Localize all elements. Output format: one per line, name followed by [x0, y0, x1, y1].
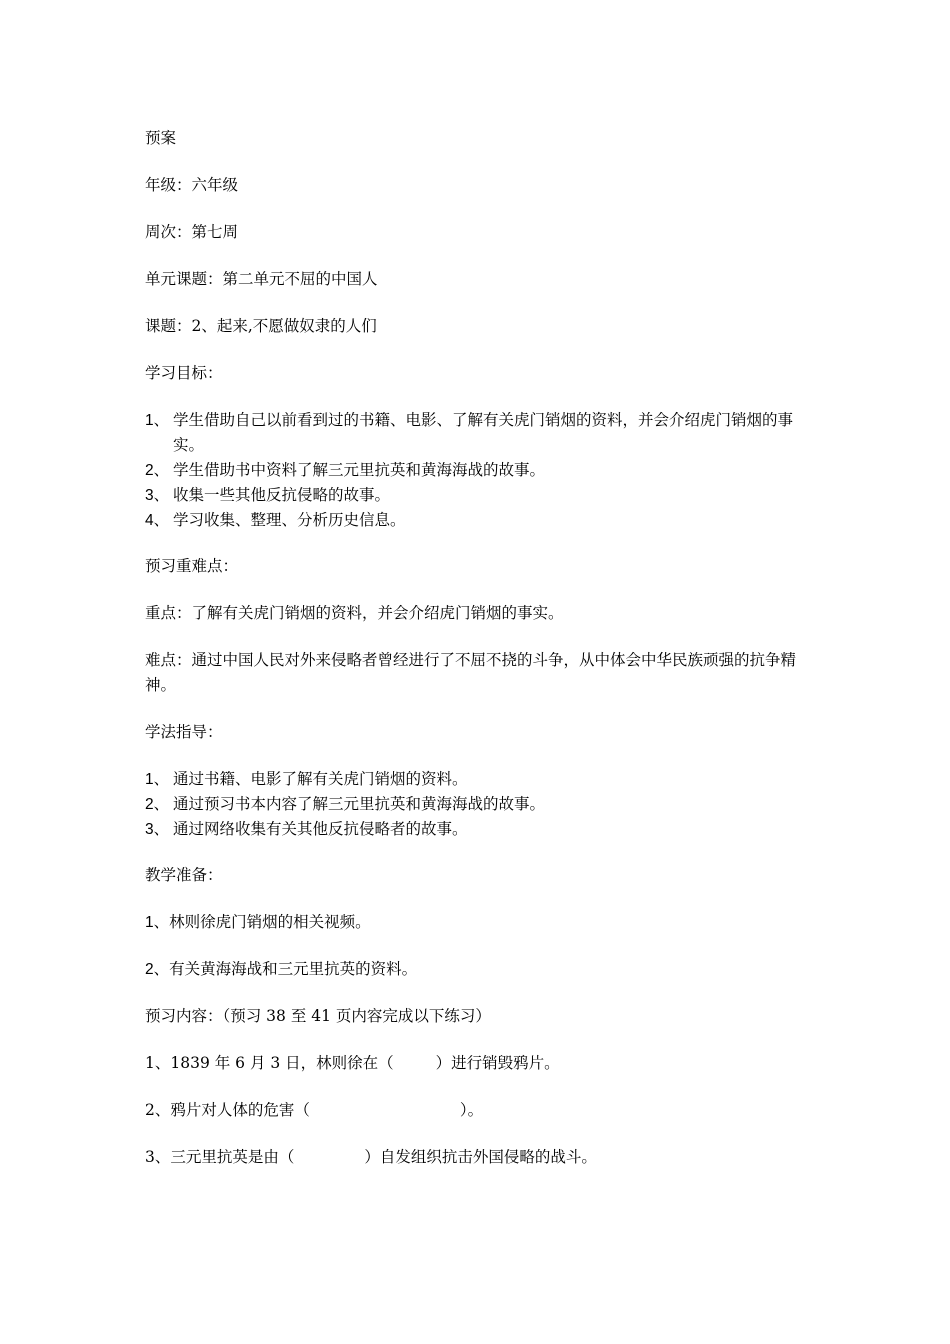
document-body — [145, 126, 810, 1192]
unit-line: 单元课题：第二单元不屈的中国人 — [145, 270, 378, 288]
goal-item — [145, 508, 810, 533]
method-number: 1、 — [145, 771, 170, 788]
exercise-before: 3、三元里抗英是由（ — [145, 1148, 295, 1166]
exercise-after: ）。 — [459, 1101, 484, 1119]
goal-item — [145, 408, 810, 458]
goal-number: 1、 — [145, 412, 170, 429]
goals-list — [145, 408, 810, 533]
grade-line: 年级：六年级 — [145, 176, 239, 194]
methods-list — [145, 767, 810, 842]
goal-number: 2、 — [145, 462, 170, 479]
goal-text: 学习收集、整理、分析历史信息。 — [173, 511, 406, 529]
method-item — [145, 817, 810, 842]
exercise-after: ）进行销毁鸦片。 — [435, 1054, 560, 1072]
prep-item — [145, 910, 810, 935]
hard-point: 难点：通过中国人民对外来侵略者曾经进行了不屈不挠的斗争，从中体会中华民族顽强的抗争精神。 — [145, 651, 797, 694]
key-point: 重点：了解有关虎门销烟的资料，并会介绍虎门销烟的事实。 — [145, 604, 564, 622]
method-number: 2、 — [145, 796, 170, 813]
prep-item — [145, 957, 810, 982]
goal-text: 学生借助自己以前看到过的书籍、电影、了解有关虎门销烟的资料，并会介绍虎门销烟的事实。 — [173, 411, 794, 454]
doc-title: 预案 — [145, 129, 177, 147]
prep-text: 、有关黄海海战和三元里抗英的资料。 — [153, 960, 418, 978]
preview-heading: 预习内容：（预习 38 至 41 页内容完成以下练习） — [145, 1007, 491, 1025]
week-line: 周次：第七周 — [145, 223, 239, 241]
method-item — [145, 792, 810, 817]
goal-text: 收集一些其他反抗侵略的故事。 — [173, 486, 391, 504]
method-text: 通过书籍、电影了解有关虎门销烟的资料。 — [173, 770, 468, 788]
prep-heading: 教学准备： — [145, 866, 223, 884]
exercise-item — [145, 1145, 810, 1170]
prep-number: 1 — [145, 914, 154, 931]
goal-item — [145, 458, 810, 483]
prep-number: 2 — [145, 961, 154, 978]
exercise-before: 1、1839 年 6 月 3 日，林则徐在（ — [145, 1054, 394, 1072]
goal-item — [145, 483, 810, 508]
goal-number: 3、 — [145, 487, 170, 504]
exercise-before: 2、鸦片对人体的危害（ — [145, 1101, 310, 1119]
prep-text: 、林则徐虎门销烟的相关视频。 — [153, 913, 371, 931]
lesson-line: 课题：2、起来,不愿做奴隶的人们 — [145, 317, 377, 335]
goal-number: 4、 — [145, 512, 170, 529]
goal-text: 学生借助书中资料了解三元里抗英和黄海海战的故事。 — [173, 461, 546, 479]
method-text: 通过预习书本内容了解三元里抗英和黄海海战的故事。 — [173, 795, 546, 813]
difficulty-heading: 预习重难点： — [145, 557, 239, 575]
goals-heading: 学习目标： — [145, 364, 223, 382]
exercise-item — [145, 1051, 810, 1076]
exercise-item — [145, 1098, 810, 1123]
exercise-after: ）自发组织抗击外国侵略的战斗。 — [364, 1148, 597, 1166]
method-heading: 学法指导： — [145, 723, 223, 741]
method-number: 3、 — [145, 821, 170, 838]
method-text: 通过网络收集有关其他反抗侵略者的故事。 — [173, 820, 468, 838]
method-item — [145, 767, 810, 792]
